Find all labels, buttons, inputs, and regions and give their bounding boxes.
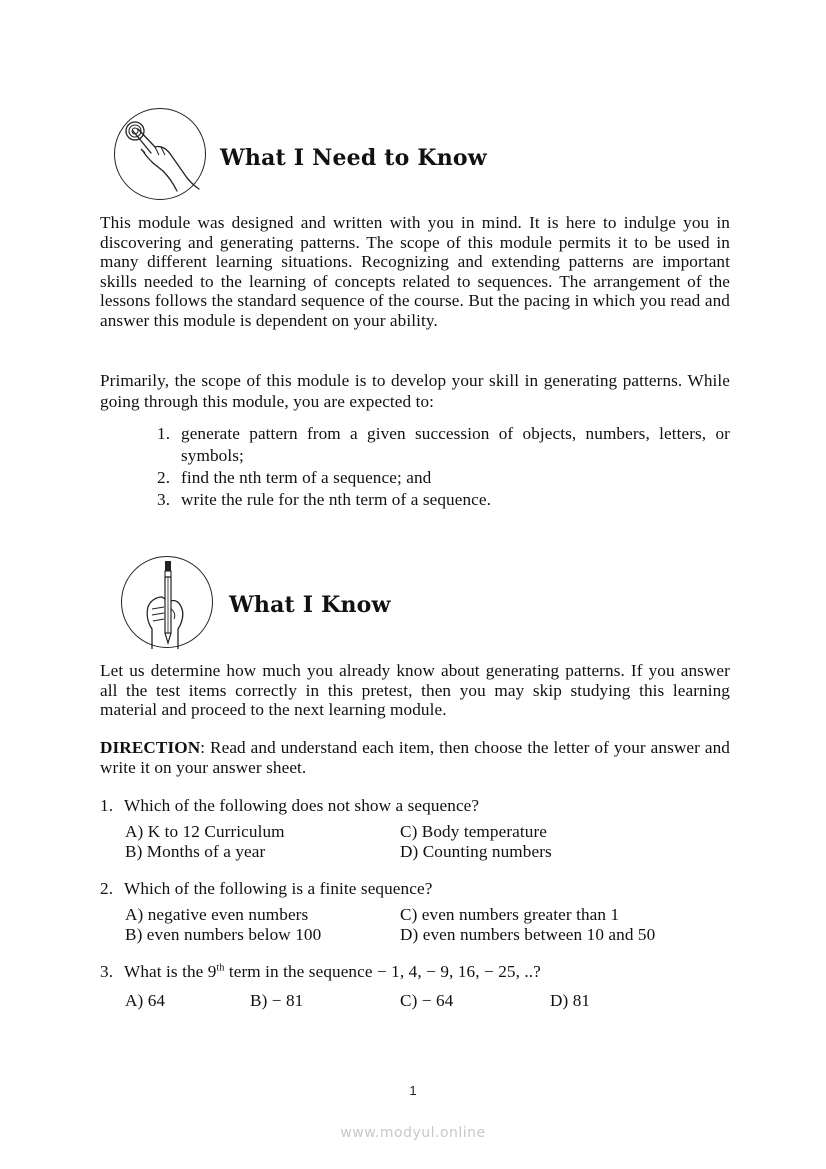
question-number: 2. <box>100 879 114 898</box>
question-number: 3. <box>100 962 114 981</box>
choice-c[interactable]: C) − 64 <box>400 990 454 1010</box>
direction-body: : Read and understand each item, then choose the letter of your answer and write it on your answer sheet. <box>100 738 730 777</box>
choice-b[interactable]: B) − 81 <box>250 990 304 1010</box>
list-item <box>157 423 730 467</box>
question-1 <box>100 796 740 862</box>
list-item <box>157 489 730 511</box>
choice-c[interactable]: C) even numbers greater than 1 <box>400 904 620 924</box>
choice-a[interactable]: A) negative even numbers <box>125 904 309 924</box>
choice-b[interactable]: B) even numbers below 100 <box>125 924 322 944</box>
hand-holding-pencil-icon <box>121 556 213 648</box>
question-text: Which of the following does not show a sequence? <box>124 796 480 815</box>
choices <box>125 991 740 1031</box>
question-stem <box>100 962 740 982</box>
scope-paragraph <box>100 370 730 412</box>
choice-c[interactable]: C) Body temperature <box>400 821 547 841</box>
direction-label: DIRECTION <box>100 738 201 757</box>
question-stem <box>100 796 740 816</box>
list-item <box>157 467 730 489</box>
page-number: 1 <box>409 1083 417 1098</box>
choice-d[interactable]: D) 81 <box>550 990 591 1010</box>
choices <box>125 822 740 862</box>
choices <box>125 905 740 945</box>
section-title: What I Know <box>229 592 391 618</box>
watermark: www.modyul.online <box>340 1125 486 1141</box>
direction-text <box>100 738 730 777</box>
ordinal-suffix: th <box>216 962 225 974</box>
section-header-what-i-need-to-know <box>114 108 487 200</box>
touch-hand-icon <box>114 108 206 200</box>
question-text-before: What is the 9 <box>124 962 217 981</box>
list-text: generate pattern from a given succession of objects, numbers, letters, or symbols; <box>181 424 730 465</box>
choice-d[interactable]: D) Counting numbers <box>400 841 552 861</box>
list-number: 1. <box>157 424 171 443</box>
pretest-intro-paragraph <box>100 661 730 720</box>
choice-d[interactable]: D) even numbers between 10 and 50 <box>400 924 656 944</box>
intro-paragraph <box>100 213 730 330</box>
list-text: find the nth term of a sequence; and <box>181 468 432 487</box>
section-header-what-i-know <box>121 556 391 648</box>
choice-a[interactable]: A) K to 12 Curriculum <box>125 821 285 841</box>
question-text: Which of the following is a finite sequence? <box>124 879 433 898</box>
question-number: 1. <box>100 796 114 815</box>
question-stem <box>100 879 740 899</box>
paragraph-text: Let us determine how much you already know about generating patterns. If you answer all the test items correctly in this pretest, then you may skip studying this learning material and proceed to the next learning module. <box>100 661 730 719</box>
list-text: write the rule for the nth term of a sequence. <box>181 490 492 509</box>
paragraph-text: Primarily, the scope of this module is to develop your skill in generating patterns. While going through this module, you are expected to: <box>100 371 730 411</box>
question-text-after: term in the sequence − 1, 4, − 9, 16, − 25, ..? <box>224 962 541 981</box>
question-2 <box>100 879 740 945</box>
choice-a[interactable]: A) 64 <box>125 990 166 1010</box>
question-3 <box>100 962 740 1031</box>
objectives-list <box>157 423 730 511</box>
list-number: 3. <box>157 490 171 509</box>
paragraph-text: This module was designed and written with you in mind. It is here to indulge you in discovering and generating patterns. The scope of this module permits it to be used in many different learning situations. Recognizing and extending patterns are important skills needed to the learning of concepts related to sequences. The arrangement of the lessons follows the standard sequence of the course. But the pacing in which you read and answer this module is dependent on your ability. <box>100 213 730 330</box>
choice-b[interactable]: B) Months of a year <box>125 841 266 861</box>
list-number: 2. <box>157 468 171 487</box>
direction-paragraph <box>100 738 730 777</box>
section-title: What I Need to Know <box>220 145 487 171</box>
